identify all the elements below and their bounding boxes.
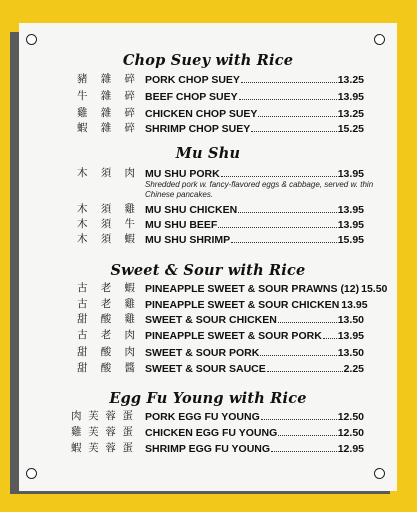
item-line (145, 425, 364, 439)
item-price: 13.95 (337, 219, 364, 231)
chinese-char: 牛 (124, 218, 135, 230)
chinese-char: 蓉 (105, 410, 116, 422)
item-line (145, 166, 364, 180)
section-title: Chop Suey with Rice (122, 52, 294, 69)
item-price: 13.95 (337, 204, 364, 216)
chinese-char: 須 (100, 218, 112, 230)
chinese-name (77, 202, 135, 216)
chinese-char: 古 (77, 298, 88, 310)
item-price: 13.95 (337, 168, 364, 180)
chinese-name (77, 345, 135, 359)
item-price: 13.95 (337, 330, 364, 342)
item-name: MU SHU PORK (145, 168, 220, 180)
item-price: 15.95 (337, 234, 364, 246)
chinese-char: 雞 (71, 426, 82, 438)
item-line (145, 217, 364, 231)
chinese-char: 木 (77, 167, 88, 179)
item-price: 13.95 (337, 91, 364, 103)
item-name: MU SHU SHRIMP (145, 234, 231, 246)
chinese-char: 酸 (100, 346, 112, 358)
chinese-name (77, 281, 135, 295)
chinese-name (77, 361, 135, 375)
menu-item (19, 312, 397, 326)
chinese-name (77, 312, 135, 326)
chinese-char: 蛋 (122, 426, 133, 438)
menu-item (19, 106, 397, 120)
chinese-char: 雜 (100, 107, 112, 119)
chinese-char: 老 (100, 329, 112, 341)
item-name: PORK CHOP SUEY (145, 74, 240, 86)
dot-leader (251, 121, 336, 132)
dot-leader (267, 361, 343, 372)
chinese-char: 芙 (88, 410, 99, 422)
item-price: 13.50 (337, 347, 364, 359)
chinese-char: 雞 (124, 313, 135, 325)
item-name: SHRIMP CHOP SUEY (145, 123, 251, 135)
item-line (145, 345, 364, 359)
item-price: 2.25 (343, 363, 364, 375)
menu-item (19, 328, 397, 342)
chinese-name (77, 89, 135, 103)
chinese-char: 須 (100, 203, 112, 215)
dot-leader (278, 425, 336, 436)
chinese-char: 須 (100, 233, 112, 245)
chinese-name (77, 328, 135, 342)
menu-item (19, 217, 397, 231)
chinese-char: 芙 (88, 426, 99, 438)
menu-item (19, 345, 397, 359)
chinese-char: 甜 (77, 346, 88, 358)
dot-leader (271, 441, 337, 452)
item-price: 13.95 (341, 299, 368, 311)
chinese-char: 雞 (124, 298, 135, 310)
chinese-char: 甜 (77, 362, 88, 374)
dot-leader (239, 89, 337, 100)
punch-hole-top-right (374, 34, 385, 45)
chinese-name (77, 232, 135, 246)
dot-leader (258, 106, 336, 117)
chinese-char: 木 (77, 233, 88, 245)
dot-leader (261, 409, 337, 420)
chinese-char: 雜 (100, 122, 112, 134)
item-name: PINEAPPLE SWEET & SOUR PRAWNS (12) (145, 283, 360, 295)
item-line (145, 106, 364, 120)
chinese-char: 蝦 (124, 233, 135, 245)
chinese-char: 木 (77, 203, 88, 215)
item-line (145, 409, 364, 423)
menu-item (19, 232, 397, 246)
chinese-name (77, 297, 135, 311)
item-line (145, 232, 364, 246)
item-price: 12.50 (337, 427, 364, 439)
chinese-char: 醬 (124, 362, 135, 374)
item-name: PINEAPPLE SWEET & SOUR PORK (145, 330, 322, 342)
item-name: CHICKEN EGG FU YOUNG (145, 427, 278, 439)
item-line (145, 89, 364, 103)
chinese-char: 碎 (124, 107, 135, 119)
item-line (145, 361, 364, 375)
menu-item (19, 89, 397, 103)
chinese-char: 酸 (100, 313, 112, 325)
menu-item (19, 409, 397, 423)
item-name: SHRIMP EGG FU YOUNG (145, 443, 271, 455)
menu-item (19, 202, 397, 216)
punch-hole-bottom-right (374, 468, 385, 479)
item-price: 13.25 (337, 74, 364, 86)
item-name: MU SHU CHICKEN (145, 204, 238, 216)
chinese-char: 碎 (124, 90, 135, 102)
item-line (145, 441, 364, 455)
dot-leader (323, 328, 337, 339)
item-name: SWEET & SOUR PORK (145, 347, 260, 359)
chinese-char: 蓉 (105, 426, 116, 438)
item-price: 15.50 (361, 283, 388, 295)
item-price: 13.50 (337, 314, 364, 326)
chinese-char: 蝦 (71, 442, 82, 454)
dot-leader (238, 202, 337, 213)
chinese-char: 碎 (124, 122, 135, 134)
chinese-char: 雞 (124, 203, 135, 215)
menu-item (19, 297, 397, 311)
punch-hole-bottom-left (26, 468, 37, 479)
menu-item (19, 72, 397, 86)
item-name: MU SHU BEEF (145, 219, 218, 231)
chinese-char: 古 (77, 282, 88, 294)
dot-leader (260, 345, 336, 356)
chinese-name (71, 441, 133, 455)
chinese-char: 蛋 (122, 410, 133, 422)
chinese-name (77, 106, 135, 120)
chinese-name (77, 166, 135, 180)
chinese-char: 芙 (88, 442, 99, 454)
chinese-char: 雜 (100, 90, 112, 102)
chinese-char: 老 (100, 282, 112, 294)
chinese-char: 豬 (77, 73, 88, 85)
chinese-char: 肉 (71, 410, 82, 422)
chinese-char: 肉 (124, 167, 135, 179)
menu-item (19, 441, 397, 455)
chinese-char: 古 (77, 329, 88, 341)
dot-leader (241, 72, 337, 83)
menu-item (19, 121, 397, 135)
chinese-char: 牛 (77, 90, 88, 102)
menu-item (19, 425, 397, 439)
punch-hole-top-left (26, 34, 37, 45)
item-line (145, 297, 368, 311)
dot-leader (218, 217, 336, 228)
chinese-char: 蝦 (124, 282, 135, 294)
menu-item (19, 166, 397, 180)
item-price: 12.50 (337, 411, 364, 423)
dot-leader (231, 232, 337, 243)
chinese-name (77, 72, 135, 86)
item-line (145, 328, 364, 342)
item-name: BEEF CHOP SUEY (145, 91, 238, 103)
item-name: CHICKEN CHOP SUEY (145, 108, 258, 120)
chinese-name (71, 425, 133, 439)
item-description: Shredded pork w. fancy-flavored eggs & cabbage, served w. thin Chinese pancakes. (145, 180, 374, 199)
item-price: 13.25 (337, 108, 364, 120)
chinese-char: 蛋 (122, 442, 133, 454)
section-title: Egg Fu Young with Rice (109, 390, 307, 407)
item-line (145, 202, 364, 216)
item-price: 15.25 (337, 123, 364, 135)
chinese-char: 甜 (77, 313, 88, 325)
item-name: SWEET & SOUR SAUCE (145, 363, 266, 375)
chinese-char: 須 (100, 167, 112, 179)
item-name: PINEAPPLE SWEET & SOUR CHICKEN (145, 299, 340, 311)
item-line (145, 281, 388, 295)
chinese-char: 肉 (124, 329, 135, 341)
dot-leader (278, 312, 337, 323)
chinese-char: 酸 (100, 362, 112, 374)
chinese-char: 雜 (100, 73, 112, 85)
chinese-char: 木 (77, 218, 88, 230)
chinese-name (77, 121, 135, 135)
item-name: PORK EGG FU YOUNG (145, 411, 260, 423)
chinese-name (71, 409, 133, 423)
menu-item (19, 281, 397, 295)
dot-leader (221, 166, 337, 177)
item-line (145, 121, 364, 135)
chinese-name (77, 217, 135, 231)
menu-item (19, 361, 397, 375)
chinese-char: 碎 (124, 73, 135, 85)
section-title: Sweet & Sour with Rice (110, 262, 306, 279)
chinese-char: 肉 (124, 346, 135, 358)
chinese-char: 蓉 (105, 442, 116, 454)
item-line (145, 72, 364, 86)
chinese-char: 雞 (77, 107, 88, 119)
section-title: Mu Shu (175, 145, 241, 162)
item-line (145, 312, 364, 326)
item-name: SWEET & SOUR CHICKEN (145, 314, 277, 326)
chinese-char: 老 (100, 298, 112, 310)
item-price: 12.95 (337, 443, 364, 455)
chinese-char: 蝦 (77, 122, 88, 134)
menu-card (19, 23, 397, 491)
